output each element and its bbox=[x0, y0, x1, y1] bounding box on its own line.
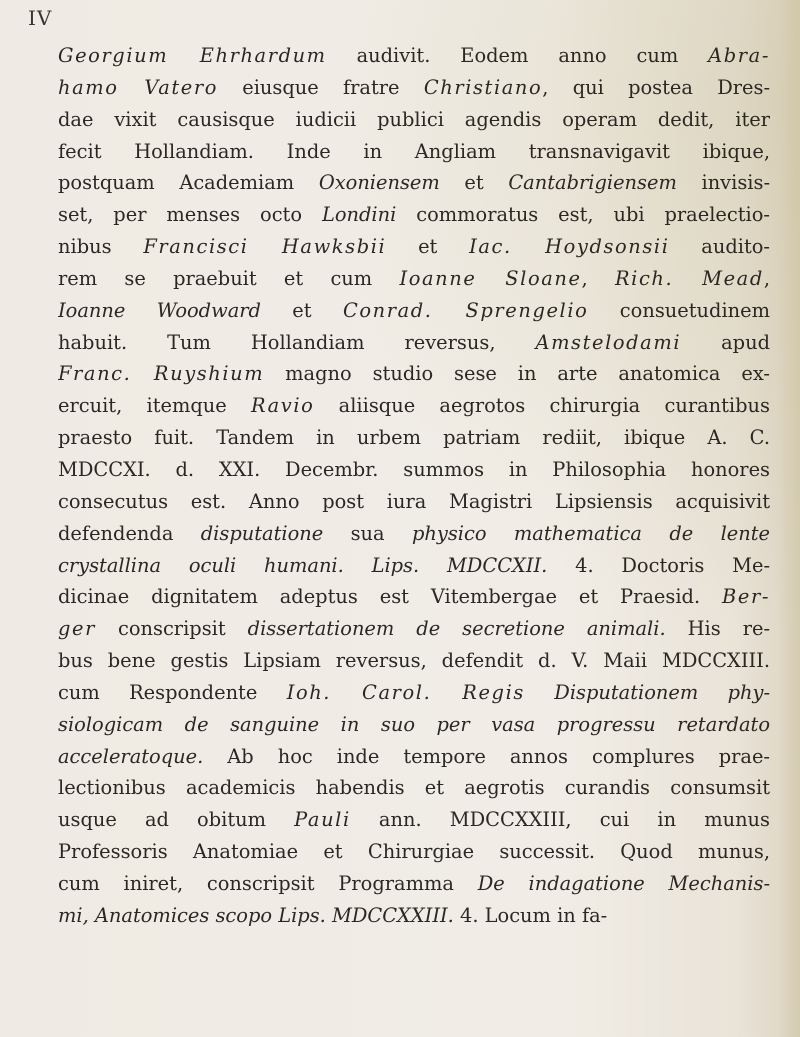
text-run: cum Respondente bbox=[58, 680, 287, 704]
text-run: commoratus est, ubi praelectio- bbox=[396, 203, 770, 227]
text-line bbox=[58, 390, 770, 422]
text-line bbox=[58, 327, 770, 359]
text-line bbox=[58, 295, 770, 327]
text-line bbox=[58, 486, 770, 518]
emphasized-text: De indagatione Mechanis- bbox=[477, 871, 770, 895]
emphasized-text: acceleratoque. bbox=[58, 744, 204, 768]
emphasized-text: Ravio bbox=[250, 394, 315, 418]
text-line bbox=[58, 518, 770, 550]
text-line bbox=[58, 40, 770, 72]
emphasized-text: Londini bbox=[321, 203, 397, 227]
emphasized-text: Christiano bbox=[423, 75, 543, 99]
text-line bbox=[58, 677, 770, 709]
text-run: fecit Hollandiam. Inde in Angliam transnavigavit ibique, bbox=[58, 139, 770, 163]
emphasized-text: Iac. Hoydsonsii bbox=[469, 235, 670, 259]
text-line bbox=[58, 72, 770, 104]
text-run: postquam Academiam bbox=[58, 171, 319, 195]
page-number: IV bbox=[28, 6, 53, 30]
text-run: aliisque aegrotos chirurgia curantibus bbox=[314, 394, 770, 418]
page-edge-shadow bbox=[778, 0, 800, 1037]
emphasized-text: Oxoniensem bbox=[318, 171, 440, 195]
text-line bbox=[58, 645, 770, 677]
text-line bbox=[58, 231, 770, 263]
text-line bbox=[58, 167, 770, 199]
text-run: bus bene gestis Lipsiam reversus, defendit d. V. Maii MDCCXIII. bbox=[58, 649, 770, 673]
text-run: set, per menses octo bbox=[58, 203, 322, 227]
text-run bbox=[525, 681, 554, 704]
emphasized-text: Amstelodami bbox=[535, 330, 682, 354]
text-line bbox=[58, 104, 770, 136]
text-line bbox=[58, 900, 770, 932]
text-line bbox=[58, 868, 770, 900]
emphasized-text: Ioh. Carol. Regis bbox=[286, 680, 525, 704]
emphasized-text: physico mathematica de lente bbox=[411, 521, 770, 545]
emphasized-text: mi, Anatomices scopo Lips. MDCCXXIII. bbox=[58, 903, 454, 927]
emphasized-text: Conrad. Sprengelio bbox=[342, 298, 589, 322]
text-run: consecutus est. Anno post iura Magistri Lipsiensis acquisivit bbox=[58, 489, 770, 513]
text-line bbox=[58, 804, 770, 836]
text-run: dicinae dignitatem adeptus est Vitembergae et Praesid. bbox=[58, 585, 723, 609]
text-run: et bbox=[260, 298, 343, 322]
text-run: 4. Doctoris Me- bbox=[547, 553, 770, 577]
text-run: consuetudinem bbox=[588, 298, 770, 322]
emphasized-text: dissertationem de secretione animali. bbox=[247, 617, 666, 641]
text-run: dae vixit causisque iudicii publici agendis operam dedit, iter bbox=[58, 107, 770, 131]
emphasized-text: hamo Vatero bbox=[58, 75, 218, 99]
text-run: lectionibus academicis habendis et aegrotis curandis consumsit bbox=[58, 776, 770, 800]
text-run: eiusque fratre bbox=[217, 75, 424, 99]
text-run: et bbox=[386, 235, 470, 259]
text-line bbox=[58, 836, 770, 868]
text-line bbox=[58, 550, 770, 582]
text-line bbox=[58, 709, 770, 741]
text-run: ercuit, itemque bbox=[58, 394, 251, 418]
text-line bbox=[58, 772, 770, 804]
emphasized-text: Georgium Ehrhardum bbox=[58, 44, 327, 67]
text-run: Professoris Anatomiae et Chirurgiae successit. Quod munus, bbox=[58, 840, 770, 864]
text-run: , bbox=[581, 266, 615, 290]
text-run: habuit. Tum Hollandiam reversus, bbox=[58, 330, 536, 354]
emphasized-text: Abra- bbox=[708, 44, 770, 67]
text-run: His re- bbox=[665, 617, 770, 641]
body-text bbox=[58, 40, 770, 932]
emphasized-text: Ioanne Sloane bbox=[399, 266, 582, 290]
text-run: rem se praebuit et cum bbox=[58, 266, 400, 290]
emphasized-text: Rich. Mead bbox=[614, 266, 764, 290]
text-run: audito- bbox=[669, 235, 770, 259]
text-run: defendenda bbox=[58, 521, 201, 545]
text-run: 4. Locum in fa- bbox=[453, 903, 608, 927]
text-run: magno studio sese in arte anatomica ex- bbox=[264, 362, 770, 386]
text-run: , bbox=[763, 266, 770, 290]
text-run: praesto fuit. Tandem in urbem patriam rediit, ibique A. C. bbox=[58, 426, 770, 450]
text-run: apud bbox=[681, 330, 770, 354]
text-run: et bbox=[439, 171, 509, 195]
text-line bbox=[58, 136, 770, 168]
text-line bbox=[58, 422, 770, 454]
text-line bbox=[58, 454, 770, 486]
text-run: invisis- bbox=[676, 171, 770, 195]
emphasized-text: crystallina oculi humani. Lips. MDCCXII. bbox=[58, 553, 548, 577]
emphasized-text: Francisci Hawksbii bbox=[143, 235, 387, 259]
emphasized-text: siologicam de sanguine in suo per vasa progressu retardato bbox=[58, 712, 770, 736]
text-run: audivit. Eodem anno cum bbox=[326, 44, 709, 67]
text-run: cum iniret, conscripsit Programma bbox=[58, 871, 478, 895]
text-line bbox=[58, 199, 770, 231]
text-line bbox=[58, 581, 770, 613]
text-line bbox=[58, 741, 770, 773]
text-run: conscripsit bbox=[95, 617, 248, 641]
text-run: ann. MDCCXXIII, cui in munus bbox=[350, 808, 770, 832]
text-run: Ab hoc inde tempore annos complures prae- bbox=[203, 744, 770, 768]
text-line bbox=[58, 263, 770, 295]
emphasized-text: Ber- bbox=[722, 585, 770, 609]
emphasized-text: Pauli bbox=[294, 808, 351, 832]
emphasized-text: Cantabrigiensem bbox=[508, 171, 677, 195]
text-run: sua bbox=[323, 521, 412, 545]
text-line bbox=[58, 358, 770, 390]
text-line bbox=[58, 613, 770, 645]
text-run: , qui postea Dres- bbox=[542, 75, 770, 99]
text-run: MDCCXI. d. XXI. Decembr. summos in Philosophia honores bbox=[58, 457, 770, 481]
text-run: nibus bbox=[58, 235, 144, 259]
emphasized-text: ger bbox=[58, 617, 96, 641]
emphasized-text: Disputationem phy- bbox=[554, 680, 770, 704]
emphasized-text: disputatione bbox=[200, 521, 324, 545]
emphasized-text: Ioanne Woodward bbox=[58, 298, 261, 322]
emphasized-text: Franc. Ruyshium bbox=[58, 362, 265, 386]
text-run: usque ad obitum bbox=[58, 808, 295, 832]
